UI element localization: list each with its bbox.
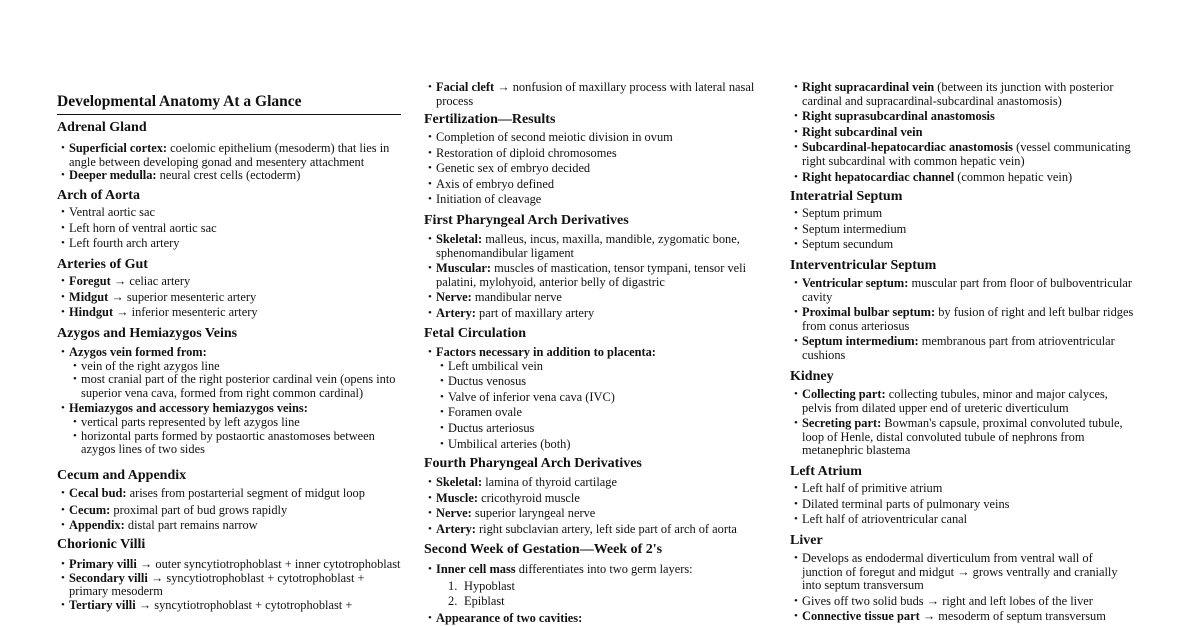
- section-heading: Arch of Aorta: [57, 188, 140, 203]
- sub-list-item: • Ductus venosus: [424, 375, 768, 389]
- list-item: • Initiation of cleavage: [424, 193, 768, 207]
- section-fourth-arch: [424, 455, 768, 536]
- list-item: • Primary villi → outer syncytiotrophoblast + inner cytotrophoblast: [57, 558, 401, 572]
- list-item: • Hemiazygos and accessory hemiazygos veins: • vertical parts represented by left azygos line • horizontal parts formed by postaortic anastomoses between azygos lines of two sides: [57, 402, 401, 456]
- list-item: • Right subcardinal vein: [790, 126, 1136, 140]
- section-heading: First Pharyngeal Arch Derivatives: [424, 213, 629, 228]
- list-item: • Axis of embryo defined: [424, 178, 768, 192]
- list-item: • Gives off two solid buds → right and left lobes of the liver: [790, 595, 1136, 609]
- list-item: • Right supracardinal vein (between its junction with posterior cardinal and supracardinal-subcardinal anastomosis): [790, 81, 1136, 108]
- section-heading: Kidney: [790, 369, 834, 384]
- list-item: • Azygos vein formed from: • vein of the right azygos line • most cranial part of the right posterior cardinal vein (opens into superior vena cava, formed from right common cardinal): [57, 346, 401, 400]
- list-item: • Artery: part of maxillary artery: [424, 307, 768, 321]
- document-title: Developmental Anatomy At a Glance: [57, 92, 401, 115]
- list-item: • Left horn of ventral aortic sac: [57, 222, 401, 236]
- list-item: • Ventral aortic sac: [57, 206, 401, 220]
- list-item: • Appearance of two cavities:: [424, 612, 768, 626]
- list-item: • Develops as endodermal diverticulum from ventral wall of junction of foregut and midgut → grows ventrally and cranially into septum transversum: [790, 552, 1136, 593]
- section-azygos: [57, 325, 401, 457]
- section-second-week: [424, 541, 768, 625]
- facial-cleft-item: [424, 81, 768, 108]
- list-item: • Septum secundum: [790, 238, 1136, 252]
- section-arteries-of-gut: [57, 256, 401, 320]
- list-item: • Cecum: proximal part of bud grows rapidly: [57, 504, 401, 518]
- section-heading: Chorionic Villi: [57, 537, 146, 552]
- section-arch-of-aorta: [57, 187, 401, 251]
- list-item: • Inner cell mass differentiates into two germ layers: 1. Hypoblast 2. Epiblast: [424, 563, 768, 609]
- list-item: • Appendix: distal part remains narrow: [57, 519, 401, 533]
- list-item: • Septum intermedium: membranous part from atrioventricular cushions: [790, 335, 1136, 362]
- list-item: • Right suprasubcardinal anastomosis: [790, 110, 1136, 124]
- section-left-atrium: [790, 463, 1136, 527]
- list-item: • Skeletal: malleus, incus, maxilla, mandible, zygomatic bone, sphenomandibular ligament: [424, 233, 768, 260]
- list-item: • Deeper medulla: neural crest cells (ectoderm): [57, 169, 401, 183]
- list-item: • Septum primum: [790, 207, 1136, 221]
- list-item: • Hindgut → inferior mesenteric artery: [57, 306, 401, 320]
- section-heading: Liver: [790, 533, 823, 548]
- section-heading: Fourth Pharyngeal Arch Derivatives: [424, 456, 642, 471]
- list-item: • Right hepatocardiac channel (common hepatic vein): [790, 171, 1136, 185]
- numbered-item: 1. Hypoblast: [448, 578, 515, 593]
- section-chorionic-villi: [57, 536, 401, 612]
- list-item: • Left fourth arch artery: [57, 237, 401, 251]
- sub-list-item: • Umbilical arteries (both): [424, 438, 768, 452]
- section-fertilization: [424, 111, 768, 207]
- section-first-arch: [424, 212, 768, 321]
- list-item: • Factors necessary in addition to placenta: • Left umbilical vein • Ductus venosus • Valve of inferior vena cava (IVC) • Foramen ovale • Ductus arteriosus • Umbilical arteries (both): [424, 346, 768, 451]
- list-item: • Facial cleft → nonfusion of maxillary process with lateral nasal process: [424, 81, 768, 108]
- list-item: • Collecting part: collecting tubules, minor and major calyces, pelvis from dilated upper end of ureteric diverticulum: [790, 388, 1136, 415]
- list-item: • Left half of atrioventricular canal: [790, 513, 1136, 527]
- section-adrenal-gland: [57, 119, 401, 183]
- sub-list-item: • vein of the right azygos line: [57, 360, 401, 374]
- sub-list-item: • Valve of inferior vena cava (IVC): [424, 391, 768, 405]
- list-item: • Secondary villi → syncytiotrophoblast + cytotrophoblast + primary mesoderm: [57, 572, 401, 599]
- list-item: • Tertiary villi → syncytiotrophoblast + cytotrophoblast +: [57, 599, 401, 613]
- sub-list-item: • vertical parts represented by left azygos line: [57, 416, 401, 430]
- list-item: • Artery: right subclavian artery, left side part of arch of aorta: [424, 523, 768, 537]
- section-heading: Azygos and Hemiazygos Veins: [57, 326, 238, 341]
- section-heading: Fetal Circulation: [424, 326, 527, 341]
- list-item: • Nerve: mandibular nerve: [424, 291, 768, 305]
- list-item: • Foregut → celiac artery: [57, 275, 401, 289]
- section-fetal-circulation: [424, 325, 768, 451]
- list-item: • Completion of second meiotic division in ovum: [424, 131, 768, 145]
- section-heading: Arteries of Gut: [57, 257, 148, 272]
- list-item: • Skeletal: lamina of thyroid cartilage: [424, 476, 768, 490]
- section-heading: Second Week of Gestation—Week of 2's: [424, 542, 663, 557]
- section-heading: Adrenal Gland: [57, 120, 147, 135]
- sub-list-item: • horizontal parts formed by postaortic anastomoses between azygos lines of two sides: [57, 430, 401, 457]
- vein-derivatives-list: [790, 81, 1136, 184]
- sub-list-item: • Left umbilical vein: [424, 360, 768, 374]
- list-item: • Connective tissue part → mesoderm of septum transversum: [790, 610, 1136, 624]
- list-item: • Midgut → superior mesenteric artery: [57, 291, 401, 305]
- section-heading: Fertilization—Results: [424, 112, 556, 127]
- section-heading: Interatrial Septum: [790, 189, 903, 204]
- sub-list-item: • most cranial part of the right posterior cardinal vein (opens into superior vena cava, formed from right common cardinal): [57, 373, 401, 400]
- list-item: • Ventricular septum: muscular part from floor of bulboventricular cavity: [790, 277, 1136, 304]
- list-item: • Restoration of diploid chromosomes: [424, 147, 768, 161]
- section-heading: Interventricular Septum: [790, 258, 937, 273]
- list-item: • Secreting part: Bowman's capsule, proximal convoluted tubule, loop of Henle, distal convoluted tubule of nephrons from metanephric blastema: [790, 417, 1136, 458]
- list-item: • Nerve: superior laryngeal nerve: [424, 507, 768, 521]
- section-liver: [790, 532, 1136, 624]
- section-heading: Left Atrium: [790, 464, 862, 479]
- list-item: • Genetic sex of embryo decided: [424, 162, 768, 176]
- section-cecum-appendix: [57, 467, 401, 533]
- list-item: • Muscle: cricothyroid muscle: [424, 492, 768, 506]
- numbered-item: 2. Epiblast: [448, 594, 505, 609]
- section-interventricular-septum: [790, 257, 1136, 363]
- list-item: • Dilated terminal parts of pulmonary veins: [790, 498, 1136, 512]
- list-item: • Superficial cortex: coelomic epithelium (mesoderm) that lies in angle between developing gonad and mesentery attachment: [57, 142, 401, 169]
- section-interatrial-septum: [790, 188, 1136, 252]
- sub-list-item: • Foramen ovale: [424, 406, 768, 420]
- section-kidney: [790, 368, 1136, 458]
- section-heading: Cecum and Appendix: [57, 468, 187, 483]
- list-item: • Septum intermedium: [790, 223, 1136, 237]
- list-item: • Cecal bud: arises from postarterial segment of midgut loop: [57, 487, 401, 501]
- sub-list-item: • Ductus arteriosus: [424, 422, 768, 436]
- list-item: • Muscular: muscles of mastication, tensor tympani, tensor veli palatini, mylohyoid, anterior belly of digastric: [424, 262, 768, 289]
- list-item: • Proximal bulbar septum: by fusion of right and left bulbar ridges from conus arteriosus: [790, 306, 1136, 333]
- list-item: • Left half of primitive atrium: [790, 482, 1136, 496]
- list-item: • Subcardinal-hepatocardiac anastomosis (vessel communicating right subcardinal with common hepatic vein): [790, 141, 1136, 168]
